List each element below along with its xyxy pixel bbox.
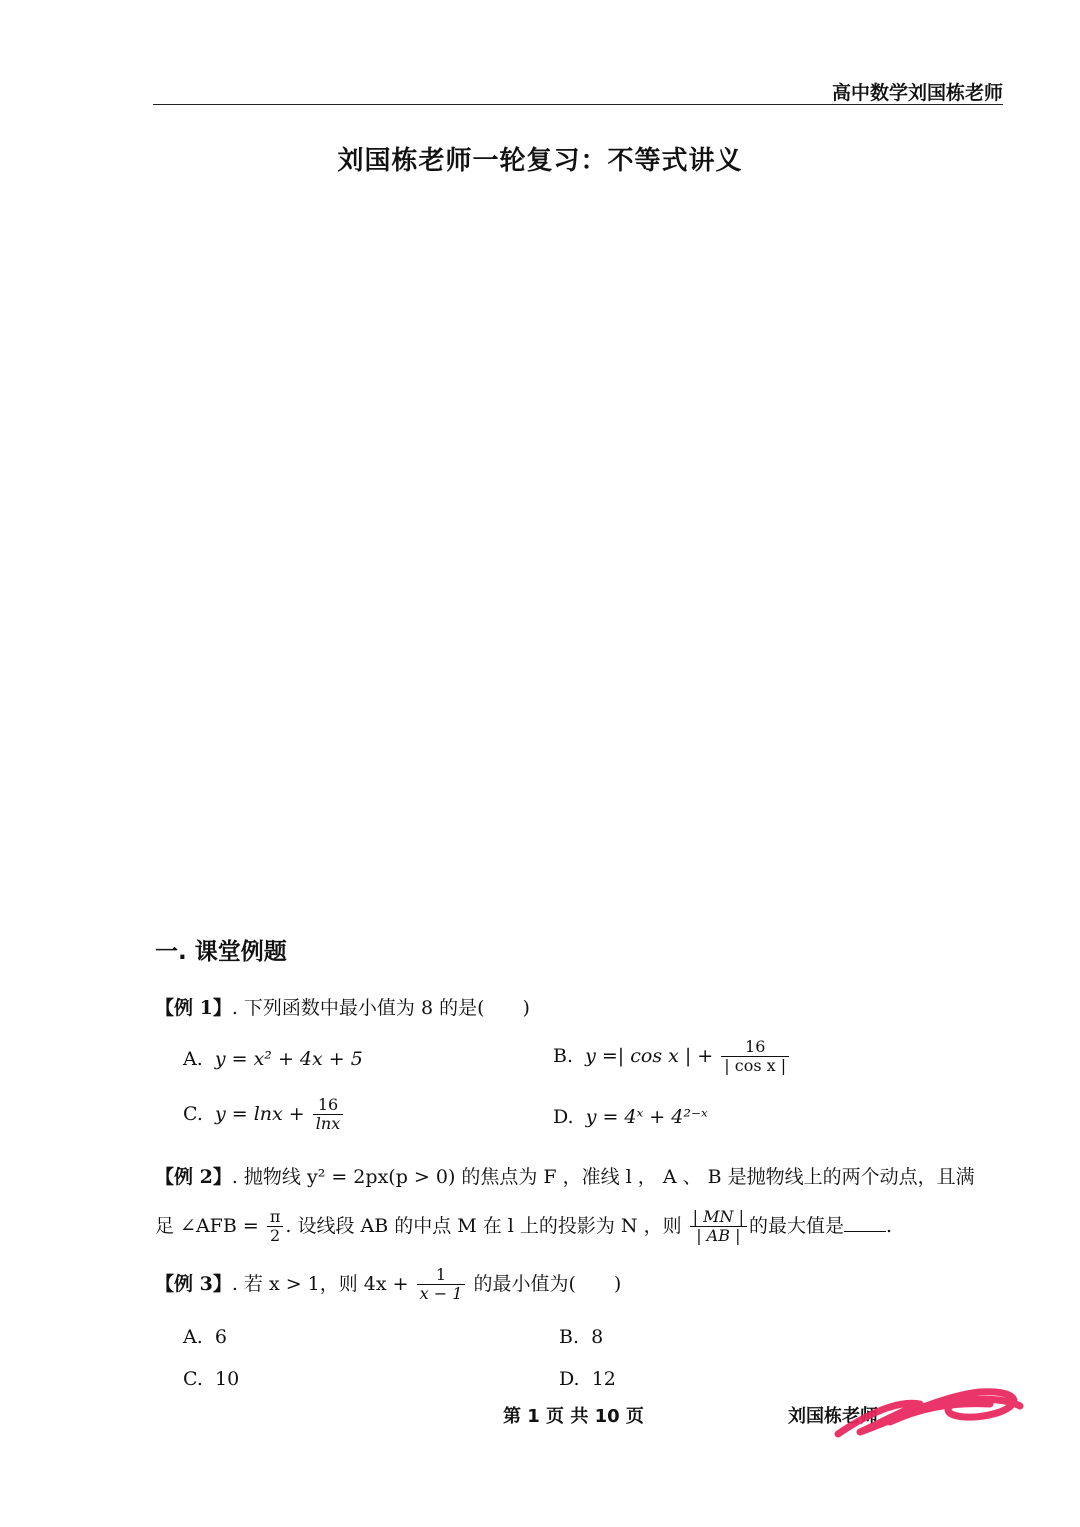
option-formula: y = x² + 4x + 5	[214, 1048, 363, 1070]
option-value: 12	[591, 1368, 616, 1390]
redaction-scribble	[830, 1382, 1030, 1442]
example-2-text: . 抛物线 y² = 2px(p > 0) 的焦点为 F ，准线 l ， A 、 B 是抛物线上的两个动点，且满	[231, 1166, 975, 1188]
example-3-stem	[155, 1266, 621, 1304]
option-label: D.	[559, 1368, 580, 1390]
fraction	[690, 1208, 747, 1246]
option-value: 8	[591, 1326, 604, 1348]
example-3-option-b	[559, 1326, 603, 1348]
example-3-text: . 若 x > 1，则 4x +	[231, 1272, 409, 1295]
option-label: B.	[559, 1326, 580, 1348]
fraction-numerator: | MN |	[690, 1208, 747, 1227]
fraction-denominator: | AB |	[696, 1226, 741, 1246]
option-label: A.	[183, 1326, 203, 1348]
document-title: 刘国栋老师一轮复习：不等式讲义	[337, 146, 743, 176]
example-2-line-1	[155, 1162, 975, 1189]
footer-author: 刘国栋老师	[788, 1406, 878, 1427]
option-formula: y =| cos x | +	[585, 1044, 714, 1067]
option-formula: y = 4ˣ + 4²⁻ˣ	[585, 1106, 708, 1128]
example-3-option-a	[183, 1326, 227, 1348]
example-1-option-c	[183, 1096, 345, 1134]
option-value: 10	[215, 1368, 240, 1390]
option-label: C.	[183, 1368, 203, 1390]
fraction-denominator: 2	[270, 1226, 281, 1246]
example-3-option-d	[559, 1368, 616, 1390]
option-label: A.	[183, 1048, 203, 1070]
example-1-text: . 下列函数中最小值为 8 的是( )	[231, 997, 530, 1019]
option-value: 6	[214, 1326, 227, 1348]
fraction-numerator: 1	[417, 1266, 466, 1285]
answer-blank[interactable]	[844, 1213, 886, 1232]
fraction-denominator: x − 1	[419, 1284, 463, 1304]
page-header	[153, 78, 1003, 105]
fraction	[417, 1266, 466, 1304]
example-2-text: . 设线段 AB 的中点 M 在 l 上的投影为 N ，则	[285, 1214, 682, 1237]
example-1-option-d	[553, 1106, 708, 1128]
example-1-stem	[155, 993, 530, 1020]
example-1-option-b	[553, 1038, 791, 1076]
fraction-numerator: 16	[313, 1096, 343, 1115]
example-3-tag: 【例 3】	[155, 1272, 232, 1295]
example-1-option-a	[183, 1048, 363, 1070]
example-2-line-2	[155, 1208, 892, 1246]
scribble-stroke	[838, 1392, 1020, 1434]
example-2-text: 足 ∠AFB =	[155, 1214, 259, 1237]
page-number: 第 1 页 共 10 页	[503, 1406, 644, 1427]
example-2-text: 的最大值是	[749, 1214, 845, 1237]
fraction	[267, 1208, 284, 1246]
fraction-numerator: 16	[721, 1038, 789, 1057]
option-formula: y = lnx +	[215, 1102, 305, 1125]
fraction-denominator: lnx	[315, 1114, 341, 1134]
example-3-option-c	[183, 1368, 239, 1390]
example-2-tag: 【例 2】	[155, 1166, 232, 1188]
header-text: 高中数学刘国栋老师	[831, 82, 1003, 104]
example-1-tag: 【例 1】	[155, 997, 232, 1019]
option-label: D.	[553, 1106, 574, 1128]
fraction-denominator: | cos x |	[724, 1056, 787, 1076]
option-label: C.	[183, 1102, 203, 1125]
fraction	[721, 1038, 789, 1076]
example-3-text: 的最小值为( )	[473, 1272, 622, 1295]
option-label: B.	[553, 1044, 574, 1067]
section-heading: 一. 课堂例题	[155, 939, 287, 965]
example-2-text: .	[886, 1214, 893, 1237]
fraction	[313, 1096, 343, 1134]
fraction-numerator: π	[267, 1208, 284, 1227]
